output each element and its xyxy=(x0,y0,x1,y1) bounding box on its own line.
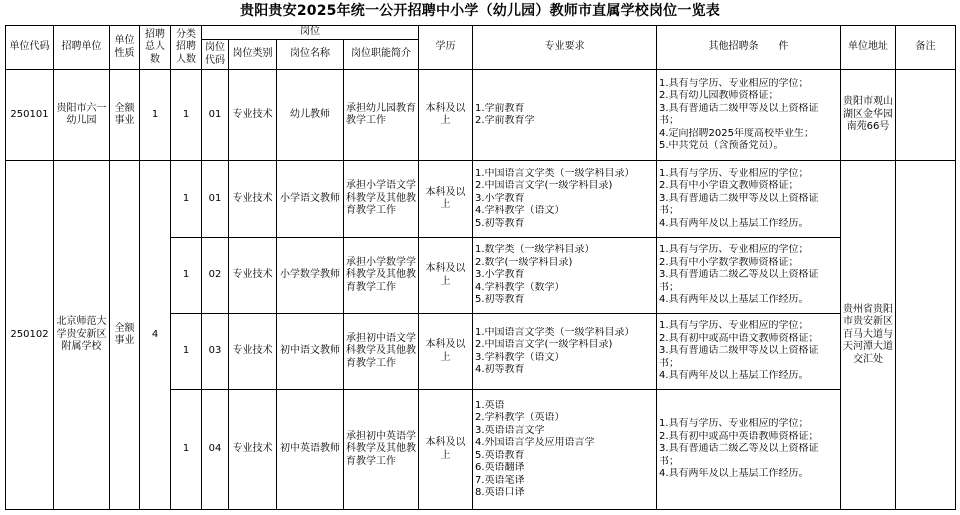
line-group xyxy=(475,168,654,231)
condition-list xyxy=(657,390,841,510)
list-item: 1.中国语言文学类（一级学科目录） xyxy=(475,326,635,338)
unit-name: 北京师范大学贵安新区附属学校 xyxy=(54,161,110,510)
list-item: 4.学科教学（语文） xyxy=(475,205,565,217)
list-item: 4.外国语言学及应用语言学 xyxy=(475,437,595,448)
list-item: 4.初等教育 xyxy=(475,364,525,375)
header-unit-type: 单位性质 xyxy=(110,26,140,70)
list-item: 2.学前教育学 xyxy=(475,115,535,126)
line-group xyxy=(475,244,654,307)
list-item: 3.具有普通话二级甲等及以上资格证 xyxy=(659,192,819,204)
list-item: 4.具有两年及以上基层工作经历。 xyxy=(659,370,809,382)
line-group xyxy=(659,168,838,231)
header-unit-name: 招聘单位 xyxy=(54,26,110,70)
list-item: 2.具有初中或高中语文教师资格证； xyxy=(659,332,819,344)
position-code: 04 xyxy=(202,390,229,510)
line-group xyxy=(475,103,654,128)
table-row xyxy=(6,70,956,161)
position-code: 01 xyxy=(202,70,229,161)
list-item: 2.具有初中或高中英语教师资格证； xyxy=(659,430,819,442)
position-category: 专业技术 xyxy=(229,161,277,238)
line-group xyxy=(659,244,838,307)
header-row-1 xyxy=(6,26,956,40)
position-education: 本科及以上 xyxy=(419,390,473,510)
position-duty: 承担小学数学学科教学及其他教育教学工作 xyxy=(344,238,419,314)
list-item: 3.小学教育 xyxy=(475,269,525,281)
list-item: 5.初等教育 xyxy=(475,217,525,229)
unit-type: 全额事业 xyxy=(110,161,140,510)
line-group xyxy=(475,400,654,500)
major-list xyxy=(473,70,657,161)
list-item: 5.初等教育 xyxy=(475,294,525,306)
line-group xyxy=(659,320,838,383)
header-major: 专业要求 xyxy=(473,26,657,70)
list-item: 4.学科教学（数学） xyxy=(475,281,565,293)
position-category: 专业技术 xyxy=(229,70,277,161)
list-item: 3.具有普通话二级甲等及以上资格证 xyxy=(659,345,819,357)
list-item: 5.英语教育 xyxy=(475,449,525,461)
major-list xyxy=(473,390,657,510)
list-item: 2.学科教学（英语） xyxy=(475,412,565,423)
list-item: 2.具有中小学数学教师资格证； xyxy=(659,256,799,268)
list-item: 书； xyxy=(659,281,679,293)
list-item: 2.具有中小学语文教师资格证； xyxy=(659,180,799,192)
position-duty: 承担初中语文学科教学及其他教育教学工作 xyxy=(344,314,419,390)
position-education: 本科及以上 xyxy=(419,314,473,390)
major-list xyxy=(473,238,657,314)
list-item: 书； xyxy=(659,357,679,369)
table-row xyxy=(6,161,956,238)
list-item: 1.具有与学历、专业相应的学位； xyxy=(659,77,809,89)
header-position-name: 岗位名称 xyxy=(277,40,344,70)
list-item: 3.具有普通话二级乙等及以上资格证 xyxy=(659,269,819,281)
list-item: 8.英语口译 xyxy=(475,487,525,498)
list-item: 2.中国语言文学(一级学科目录) xyxy=(475,180,613,192)
list-item: 3.小学教育 xyxy=(475,192,525,204)
position-count: 1 xyxy=(171,314,202,390)
list-item: 4.具有两年及以上基层工作经历。 xyxy=(659,468,809,480)
header-education: 学历 xyxy=(419,26,473,70)
line-group xyxy=(475,327,654,377)
list-item: 1.具有与学历、专业相应的学位； xyxy=(659,320,809,332)
unit-total: 4 xyxy=(140,161,171,510)
position-count: 1 xyxy=(171,390,202,510)
list-item: 书； xyxy=(659,455,679,467)
position-count: 1 xyxy=(171,161,202,238)
header-category-recruit: 分类招聘人数 xyxy=(171,26,202,70)
list-item: 3.学科教学（语文） xyxy=(475,351,565,363)
line-group xyxy=(659,418,838,481)
header-other-conditions: 其他招聘条 件 xyxy=(657,26,841,70)
header-total-recruit: 招聘总人数 xyxy=(140,26,171,70)
position-name: 初中语文教师 xyxy=(277,314,344,390)
position-name: 小学语文教师 xyxy=(277,161,344,238)
condition-list xyxy=(657,314,841,390)
position-name: 初中英语教师 xyxy=(277,390,344,510)
position-category: 专业技术 xyxy=(229,238,277,314)
list-item: 3.英语语言文学 xyxy=(475,424,545,436)
list-item: 2.数学(一级学科目录) xyxy=(475,256,573,268)
position-count: 1 xyxy=(171,70,202,161)
unit-code: 250102 xyxy=(6,161,54,510)
position-education: 本科及以上 xyxy=(419,238,473,314)
header-remark: 备注 xyxy=(896,26,956,70)
line-group xyxy=(659,78,838,153)
condition-list xyxy=(657,161,841,238)
list-item: 1.数学类（一级学科目录） xyxy=(475,244,595,256)
list-item: 4.具有两年及以上基层工作经历。 xyxy=(659,217,809,229)
position-education: 本科及以上 xyxy=(419,161,473,238)
header-position-duty: 岗位职能简介 xyxy=(344,40,419,70)
list-item: 5.中共党员（含预备党员）。 xyxy=(659,140,784,151)
position-code: 02 xyxy=(202,238,229,314)
header-position: 岗位 xyxy=(202,26,419,40)
list-item: 3.具有普通话二级乙等及以上资格证 xyxy=(659,443,819,455)
position-category: 专业技术 xyxy=(229,390,277,510)
list-item: 4.定向招聘2025年度高校毕业生； xyxy=(659,127,814,139)
unit-remark xyxy=(896,161,956,510)
position-duty: 承担幼儿园教育教学工作 xyxy=(344,70,419,161)
unit-address: 贵州省贵阳市贵安新区百马大道与天河潭大道交汇处 xyxy=(841,161,896,510)
list-item: 4.具有两年及以上基层工作经历。 xyxy=(659,294,809,306)
position-code: 03 xyxy=(202,314,229,390)
position-code: 01 xyxy=(202,161,229,238)
major-list xyxy=(473,161,657,238)
position-name: 幼儿教师 xyxy=(277,70,344,161)
list-item: 2.具有幼儿园教师资格证； xyxy=(659,90,779,101)
position-category: 专业技术 xyxy=(229,314,277,390)
unit-remark xyxy=(896,70,956,161)
unit-total: 1 xyxy=(140,70,171,161)
list-item: 1.英语 xyxy=(475,399,505,411)
position-name: 小学数学教师 xyxy=(277,238,344,314)
condition-list xyxy=(657,70,841,161)
list-item: 7.英语笔译 xyxy=(475,474,525,486)
header-address: 单位地址 xyxy=(841,26,896,70)
list-item: 6.英语翻译 xyxy=(475,462,525,473)
condition-list xyxy=(657,238,841,314)
list-item: 1.具有与学历、专业相应的学位； xyxy=(659,167,809,179)
header-unit-code: 单位代码 xyxy=(6,26,54,70)
position-duty: 承担初中英语学科教学及其他教育教学工作 xyxy=(344,390,419,510)
list-item: 1.具有与学历、专业相应的学位； xyxy=(659,418,809,430)
unit-name: 贵阳市六一幼儿园 xyxy=(54,70,110,161)
list-item: 2.中国语言文学(一级学科目录) xyxy=(475,339,613,350)
position-education: 本科及以上 xyxy=(419,70,473,161)
major-list xyxy=(473,314,657,390)
list-item: 1.具有与学历、专业相应的学位； xyxy=(659,244,809,256)
header-position-code: 岗位代码 xyxy=(202,40,229,70)
unit-type: 全额事业 xyxy=(110,70,140,161)
position-count: 1 xyxy=(171,238,202,314)
unit-code: 250101 xyxy=(6,70,54,161)
positions-table xyxy=(5,25,956,510)
position-duty: 承担小学语文学科教学及其他教育教学工作 xyxy=(344,161,419,238)
list-item: 1.中国语言文学类（一级学科目录） xyxy=(475,167,635,179)
list-item: 书； xyxy=(659,115,679,126)
header-position-category: 岗位类别 xyxy=(229,40,277,70)
list-item: 书； xyxy=(659,205,679,217)
list-item: 3.具有普通话二级甲等及以上资格证 xyxy=(659,102,819,114)
list-item: 1.学前教育 xyxy=(475,102,525,114)
unit-address: 贵阳市观山湖区金华园南苑66号 xyxy=(841,70,896,161)
table-title: 贵阳贵安2025年统一公开招聘中小学（幼儿园）教师市直属学校岗位一览表 xyxy=(240,3,720,19)
